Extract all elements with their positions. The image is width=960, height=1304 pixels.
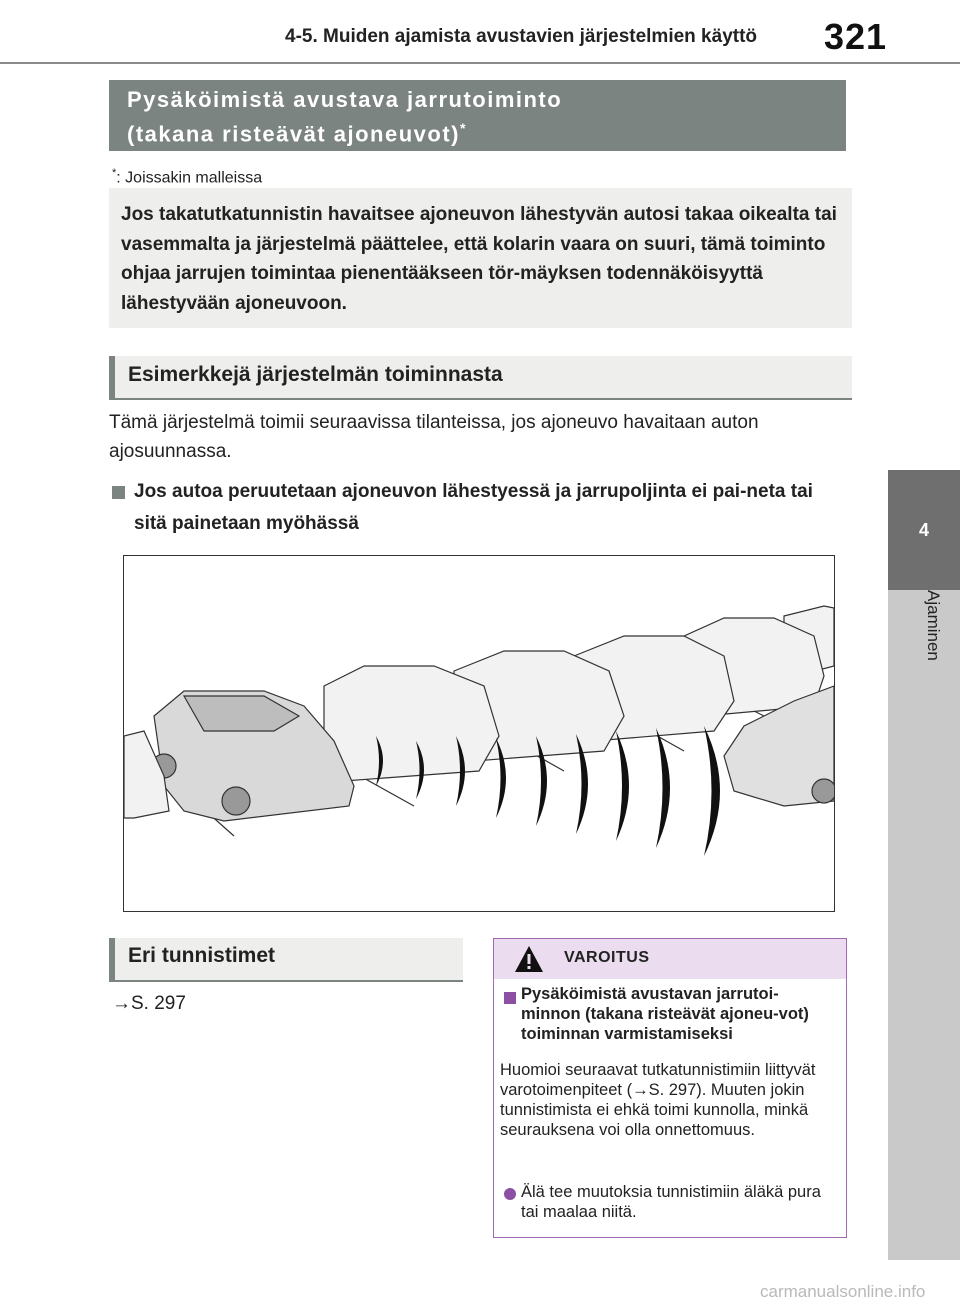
page-number: 321 <box>824 16 888 57</box>
warning-header <box>494 939 846 979</box>
warning-title: Pysäköimistä avustavan jarrutoi-minnon (takana risteävät ajoneu-vot) toiminnan varmistamiseksi <box>521 985 809 1043</box>
warning-note: Älä tee muutoksia tunnistimiin äläkä pura tai maalaa niitä. <box>521 1183 821 1221</box>
warning-box <box>493 938 847 1238</box>
chapter-tab-number: 4 <box>888 470 960 590</box>
sensors-reference[interactable] <box>112 993 186 1015</box>
examples-bullet: Jos autoa peruutetaan ajoneuvon lähestyessä ja jarrupoljinta ei pai-neta tai sitä painetaan myöhässä <box>134 481 813 534</box>
watermark: carmanualsonline.info <box>760 1282 926 1301</box>
examples-heading: Esimerkkejä järjestelmän toiminnasta <box>128 363 503 386</box>
square-bullet-icon <box>112 486 125 499</box>
parking-scene-graphic <box>124 556 834 911</box>
section-title-line2: (takana risteävät ajoneuvot) <box>127 121 460 147</box>
intro-text: Jos takatutkatunnistin havaitsee ajoneuvon lähestyvän autosi takaa oikealta tai vasemmalta ja järjestelmä päättelee, että kolarin vaara on suuri, tämä toiminto ohjaa jarrujen toimintaa pienentääkseen tör-mäyksen todennäköisyyttä lähestyvään ajoneuvoon. <box>121 204 837 314</box>
header-title: 4-5. Muiden ajamista avustavien järjestelmien käyttö <box>285 26 758 47</box>
section-title-box <box>109 80 846 151</box>
warning-label: VAROITUS <box>564 949 650 966</box>
square-bullet-icon <box>504 992 516 1004</box>
section-title-line1: Pysäköimistä avustava jarrutoiminto <box>127 87 563 112</box>
warning-triangle-icon <box>514 945 544 973</box>
footnote <box>112 167 262 187</box>
sensors-heading: Eri tunnistimet <box>128 944 276 967</box>
examples-heading-box <box>109 356 852 400</box>
footnote-text: : Joissakin malleissa <box>116 169 263 187</box>
sensors-heading-box <box>109 938 463 982</box>
arrow-right-icon: → <box>112 993 131 1014</box>
warning-body: Huomioi seuraavat tutkatunnistimiin liittyvät varotoimenpiteet (→S. 297). Muuten jokin tunnistimista ei ehkä toimi kunnolla, minkä seurauksena voi olla onnettomuus. <box>500 1061 816 1139</box>
header-divider <box>0 62 960 64</box>
footnote-marker: * <box>112 167 117 179</box>
sensors-reference-text: S. 297 <box>131 993 186 1014</box>
examples-text: Tämä järjestelmä toimii seuraavissa tilanteissa, jos ajoneuvo havaitaan auton ajosuunnassa. <box>109 412 759 462</box>
circle-bullet-icon <box>504 1188 516 1200</box>
intro-box <box>109 188 852 328</box>
parking-illustration <box>123 555 835 912</box>
chapter-tab-label: Ajaminen <box>924 590 943 661</box>
section-title-marker: * <box>459 120 467 136</box>
